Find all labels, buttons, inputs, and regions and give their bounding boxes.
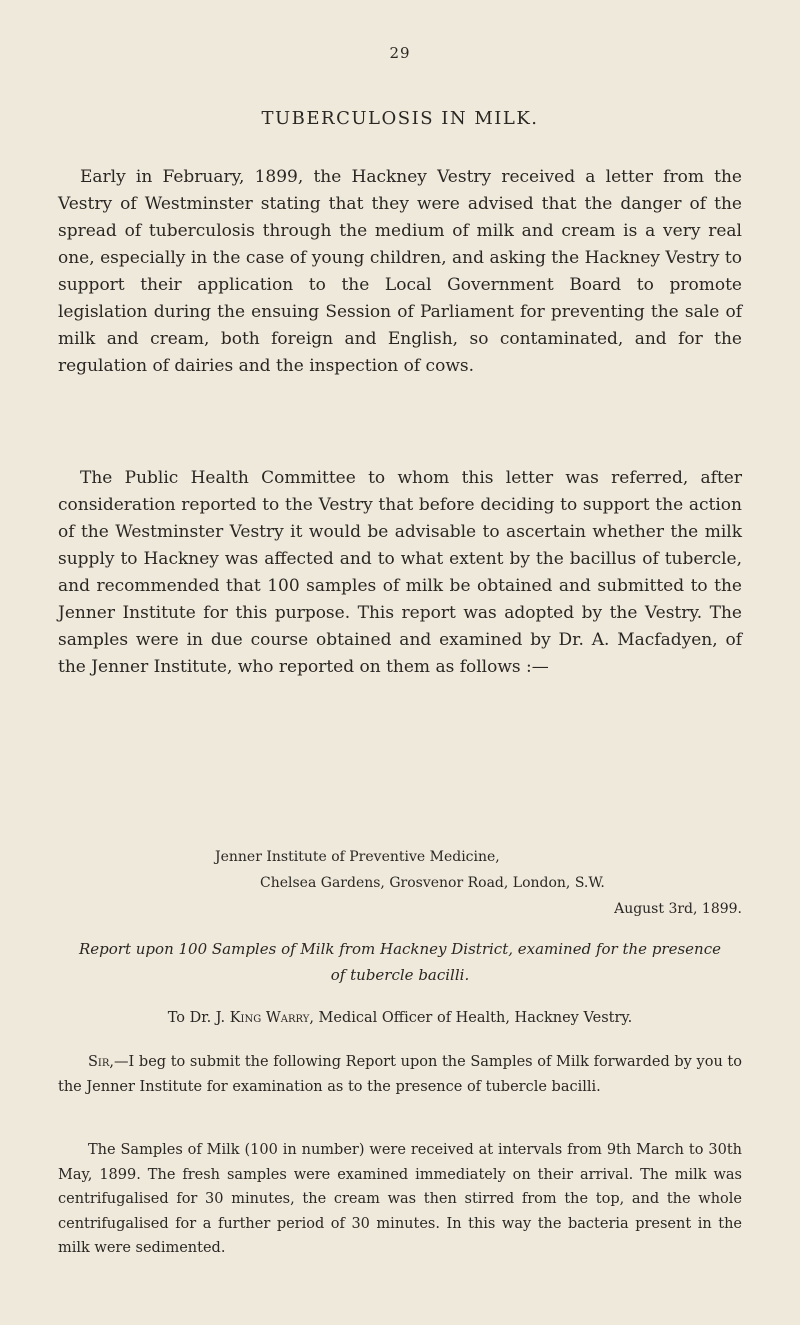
address-line-institute: Jenner Institute of Preventive Medicine, [215,849,500,865]
addressee-name: King Warry [229,1010,310,1026]
letter-paragraph-intro [58,1050,742,1099]
letter-addressee [0,1010,800,1026]
letter-paragraph-method: The Samples of Milk (100 in number) were received at intervals from 9th March to 30th May, 1899. The fresh samples were examined immediately on their arrival. The milk was centrifugalised for 30 minutes, the cream was then stirred from the top, and the whole centrifugalised for a further period of 30 minutes. In this way the bacteria present in the milk were sedimented. [58,1142,742,1256]
page-title: TUBERCULOSIS IN MILK. [261,108,539,129]
report-title: Report upon 100 Samples of Milk from Hackney District, examined for the presence of tubercle bacilli. [79,940,721,984]
letter-paragraph-intro-text: —I beg to submit the following Report upon the Samples of Milk forwarded by you to the Jenner Institute for examination as to the presence of tubercle bacilli. [58,1054,742,1095]
body-paragraph-westminster-letter: Early in February, 1899, the Hackney Vestry received a letter from the Vestry of Westminster stating that they were advised that the danger of the spread of tuberculosis through the medium of milk and cream is a very real one, especially in the case of young children, and asking the Hackney Vestry to support their application to the Local Government Board to promote legislation during the ensuing Session of Parliament for preventing the sale of milk and cream, both foreign and English, so contaminated, and for the regulation of dairies and the inspection of cows. [58,167,742,376]
address-line-street: Chelsea Gardens, Grosvenor Road, London, S.W. [260,875,605,891]
addressee-suffix: , Medical Officer of Health, Hackney Vestry. [309,1010,633,1026]
body-paragraph-committee-report: The Public Health Committee to whom this letter was referred, after consideration reported to the Vestry that before deciding to support the action of the Westminster Vestry it would be advisable to ascertain whether the milk supply to Hackney was affected and to what extent by the bacillus of tubercle, and recommended that 100 samples of milk be obtained and submitted to the Jenner Institute for this purpose. This report was adopted by the Vestry. The samples were in due course obtained and examined by Dr. A. Macfadyen, of the Jenner Institute, who reported on them as follows :— [58,468,742,677]
letter-salutation: Sir, [88,1054,115,1070]
letter-date: August 3rd, 1899. [614,901,742,917]
page-number: 29 [389,44,411,62]
addressee-prefix: To Dr. J. [167,1010,230,1026]
